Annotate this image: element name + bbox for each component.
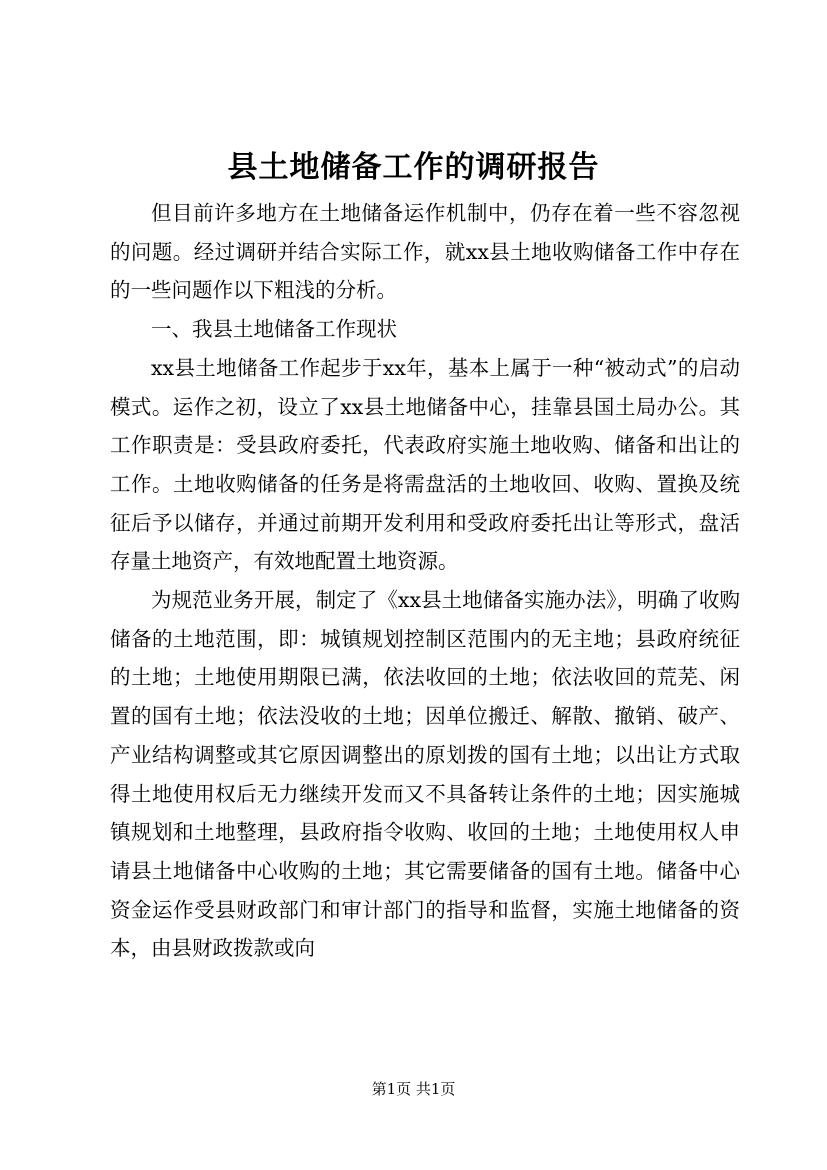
- section-heading-1: 一、我县土地储备工作现状: [151, 317, 397, 342]
- document-title: 县土地储备工作的调研报告: [227, 150, 600, 185]
- paragraph-scope: 为规范业务开展，制定了《xx县土地储备实施办法》，明确了收购储备的土地范围，即：城镇规划控制区范围内的无主地；县政府统征的土地；土地使用期限已满，依法收回的土地；依法收回的荒芜、闲置的国有土地；依法没收的土地；因单位搬迁、解散、撤销、破产、产业结构调整或其它原因调整出的原划拨的国有土地；以出让方式取得土地使用权后无力继续开发而又不具备转让条件的土地；因实施城镇规划和土地整理，县政府指令收购、收回的土地；土地使用权人申请县土地储备中心收购的土地；其它需要储备的国有土地。储备中心资金运作受县财政部门和审计部门的指导和监督，实施土地储备的资本，由县财政拨款或向: [110, 588, 740, 961]
- paragraph-intro: 但目前许多地方在土地储备运作机制中，仍存在着一些不容忽视的问题。经过调研并结合实际工作，就xx县土地收购储备工作中存在的一些问题作以下粗浅的分析。: [110, 201, 740, 303]
- document-body: [110, 194, 740, 968]
- paragraph-status: xx县土地储备工作起步于xx年，基本上属于一种“被动式”的启动模式。运作之初，设立了xx县土地储备中心，挂靠县国土局办公。其工作职责是：受县政府委托，代表政府实施土地收购、储备和出让的工作。土地收购储备的任务是将需盘活的土地收回、收购、置换及统征后予以储存，并通过前期开发利用和受政府委托出让等形式，盘活存量土地资产，有效地配置土地资源。: [110, 355, 740, 574]
- page-footer: 第1页 共1页: [371, 1080, 456, 1098]
